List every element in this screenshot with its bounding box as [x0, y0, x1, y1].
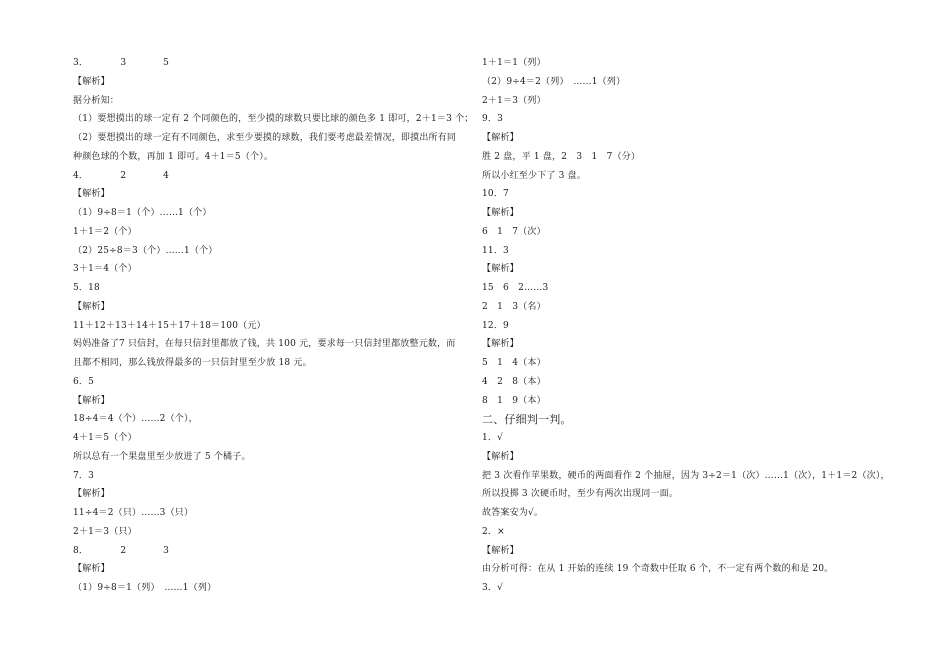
left-column-line: （2）25÷8＝3（个）……1（个）: [73, 245, 218, 256]
right-column-line: 二、仔细判一判。: [482, 413, 572, 427]
right-column-line: 由分析可得：在从 1 开始的连续 19 个奇数中任取 6 个，不一定有两个数的和是 20。: [482, 564, 834, 575]
left-column-line: 4． 2 4: [73, 170, 170, 181]
right-column-line: 把 3 次看作苹果数，硬币的两面看作 2 个抽屉，因为 3÷2＝1（次）……1（次），1＋1＝2（次），: [482, 470, 890, 481]
left-column-line: 【解析】: [73, 76, 110, 87]
right-column-line: 胜 2 盘，平 1 盘，2 3 1 7（分）: [482, 151, 641, 162]
left-column-line: 8． 2 3: [73, 545, 170, 556]
right-column-line: 3．√: [482, 583, 504, 593]
left-column-line: 6．5: [73, 376, 95, 387]
right-column-line: 【解析】: [482, 451, 519, 462]
right-column-line: （2）9÷4＝2（列） ……1（列）: [482, 76, 626, 87]
left-column-line: 3＋1＝4（个）: [73, 264, 137, 275]
left-column-line: 7．3: [73, 470, 95, 481]
left-column-line: （1）9÷8＝1（个）……1（个）: [73, 208, 212, 218]
right-column-line: 2 1 3（名）: [482, 301, 546, 312]
left-column-line: 所以总有一个果盘里至少放进了 5 个橘子。: [73, 451, 251, 462]
right-column-line: 10．7: [482, 189, 509, 200]
left-column-line: 11＋12＋13＋14＋15＋17＋18＝100（元）: [73, 320, 266, 331]
right-column-line: 2＋1＝3（列）: [482, 95, 546, 106]
right-column-line: 15 6 2……3: [482, 283, 549, 293]
left-column-line: 1＋1＝2（个）: [73, 226, 137, 237]
right-column-line: 【解析】: [482, 208, 519, 218]
left-column-line: 3． 3 5: [73, 58, 170, 68]
right-column-line: 【解析】: [482, 339, 519, 350]
right-column-line: 6 1 7（次）: [482, 226, 546, 237]
right-column-line: 所以投掷 3 次硬币时，至少有两次出现同一面。: [482, 489, 679, 500]
right-column-line: 4 2 8（本）: [482, 376, 546, 387]
left-column-line: 11÷4＝2（只）……3（只）: [73, 508, 194, 518]
right-column-line: 5 1 4（本）: [482, 358, 546, 368]
right-column-line: 12．9: [482, 320, 509, 331]
left-column-line: （1）要想摸出的球一定有 2 个同颜色的，至少摸的球数只要比球的颜色多 1 即可，2＋1＝3 个；: [73, 114, 474, 125]
left-column-line: 据分析知：: [73, 95, 120, 106]
right-column-line: 1＋1＝1（列）: [482, 58, 546, 68]
right-column-line: 故答案安为√。: [482, 508, 544, 518]
left-column-line: 种颜色球的个数，再加 1 即可。4＋1＝5（个）。: [73, 151, 274, 162]
left-column-line: 【解析】: [73, 301, 110, 312]
left-column-line: 【解析】: [73, 395, 110, 406]
right-column-line: 11．3: [482, 245, 509, 256]
left-column-line: 妈妈准备了7 只信封，在每只信封里都放了钱，共 100 元，要求每一只信封里都放整元数，而: [73, 339, 456, 350]
left-column-line: 【解析】: [73, 564, 110, 575]
right-column-line: 【解析】: [482, 264, 519, 275]
left-column-line: （2）要想摸出的球一定有不同颜色，求至少要摸的球数，我们要考虑最差情况，即摸出所有同: [73, 133, 457, 143]
left-column-line: 18÷4＝4（个）……2（个），: [73, 414, 198, 425]
left-column-line: 【解析】: [73, 489, 110, 500]
left-column-line: 5．18: [73, 283, 100, 293]
right-column-line: 【解析】: [482, 133, 519, 143]
right-column-line: 2．×: [482, 526, 505, 537]
right-column-line: 所以小红至少下了 3 盘。: [482, 170, 587, 181]
left-column-line: （1）9÷8＝1（列） ……1（列）: [73, 583, 217, 593]
left-column-line: 2＋1＝3（只）: [73, 526, 137, 537]
left-column-line: 4＋1＝5（个）: [73, 433, 137, 443]
right-column-line: 1．√: [482, 433, 504, 443]
left-column-line: 【解析】: [73, 189, 110, 200]
right-column-line: 8 1 9（本）: [482, 395, 546, 406]
left-column-line: 且都不相同，那么钱放得最多的一只信封里至少放 18 元。: [73, 358, 312, 368]
right-column-line: 【解析】: [482, 545, 519, 556]
right-column-line: 9．3: [482, 114, 504, 125]
